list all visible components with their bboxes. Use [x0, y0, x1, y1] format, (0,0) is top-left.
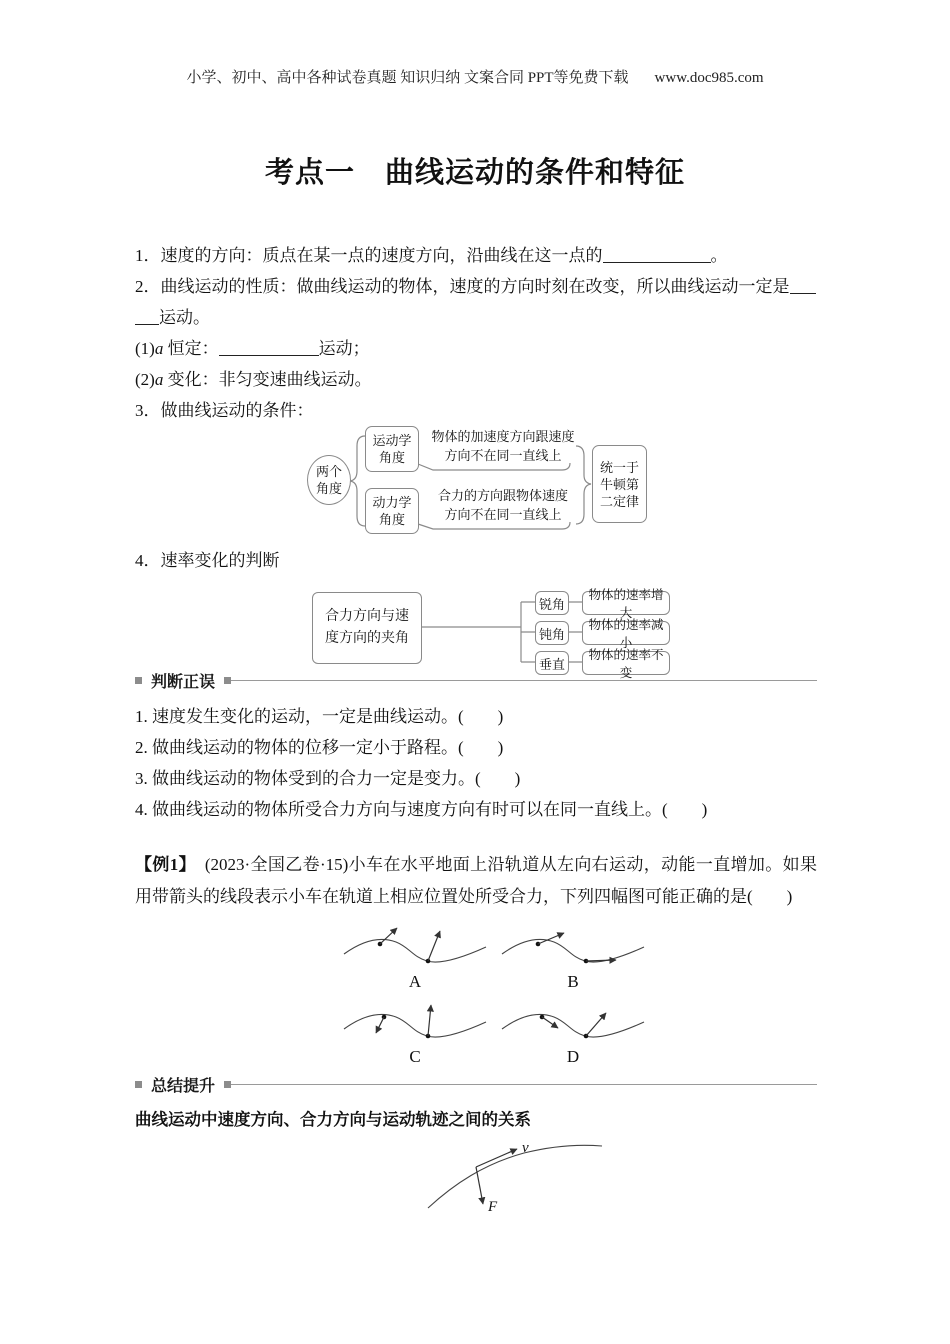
example-tag: 【例1】: [135, 855, 188, 874]
kinematic-angle-box: 运动学 角度: [365, 426, 419, 472]
knowledge-item-1: 1．速度的方向：质点在某一点的速度方向，沿曲线在这一点的 。: [135, 246, 728, 265]
trajectory-curve: [344, 1014, 486, 1037]
force-arrow: [586, 1013, 606, 1036]
option-label: A: [408, 972, 422, 991]
dynamic-condition-text: 合力的方向跟物体速度 方向不在同一直线上: [437, 488, 568, 522]
result-stub-lines: [567, 602, 582, 662]
kinematic-condition-text: 物体的加速度方向跟速度 方向不在同一直线上: [431, 429, 575, 463]
judge-section-header: [135, 672, 817, 691]
force-arrow: [376, 1017, 384, 1033]
option-label: D: [566, 1047, 580, 1066]
force-arrow: [428, 931, 440, 961]
newton-second-law-box: 统一于 牛顿第 二定律: [592, 445, 647, 523]
option-label: C: [409, 1047, 421, 1066]
square-bullet-icon: [135, 1081, 142, 1088]
angle-root-box: 合力方向与速 度方向的夹角: [312, 592, 422, 664]
judge-item-3: 3. 做曲线运动的物体受到的合力一定是变力。( ): [135, 769, 521, 788]
summary-figure: [420, 1138, 610, 1216]
knowledge-item-4: 4．速率变化的判断: [135, 551, 280, 570]
site-header: [0, 66, 950, 87]
branch-result-constant: 物体的速率不变: [582, 651, 670, 675]
knowledge-item-2-line1: 2．曲线运动的性质：做曲线运动的物体，速度的方向时刻在改变，所以曲线运动一定是: [135, 271, 825, 302]
knowledge-item-2b: (2)a 变化：非匀变速曲线运动。: [135, 370, 372, 389]
judge-item-4: 4. 做曲线运动的物体所受合力方向与速度方向有时可以在同一直线上。( ): [135, 800, 708, 819]
force-arrow: [476, 1167, 483, 1204]
knowledge-item-3: 3．做曲线运动的条件：: [135, 401, 314, 420]
branch-cond-perpendicular: 垂直: [535, 651, 569, 675]
judge-item-1: 1. 速度发生变化的运动，一定是曲线运动。( ): [135, 707, 504, 726]
force-arrow: [428, 1005, 431, 1036]
knowledge-item-2a: (1)a 恒定： 运动；: [135, 339, 370, 358]
velocity-label: v: [522, 1140, 529, 1156]
option-figure-C: [340, 997, 490, 1067]
trajectory-curve: [428, 1145, 602, 1208]
section-rule-line: [231, 1084, 817, 1085]
dynamic-angle-box: 动力学 角度: [365, 488, 419, 534]
knowledge-item-2-line2: 运动。: [135, 302, 825, 333]
velocity-force-figure: [420, 1138, 610, 1216]
force-arrow: [542, 1017, 558, 1028]
conditions-flowchart: [305, 424, 650, 542]
square-bullet-icon: [224, 677, 231, 684]
branch-result-increase: 物体的速率增大: [582, 591, 670, 615]
trajectory-figure: [498, 922, 648, 970]
fill-blank: [135, 308, 159, 325]
variable-a: a: [154, 339, 164, 358]
branch-cond-acute: 锐角: [535, 591, 569, 615]
branch-stub-lines: [521, 602, 535, 662]
knowledge-list: [135, 240, 825, 426]
section-rule-line: [231, 680, 817, 681]
summary-section-header: [135, 1076, 817, 1095]
trajectory-figure: [498, 997, 648, 1045]
example-1-paragraph: [135, 849, 817, 913]
header-slogan: 小学、初中、高中各种试卷真题 知识归纳 文案合同 PPT等免费下载: [186, 70, 629, 86]
trajectory-figure: [340, 997, 490, 1045]
fill-blank: [219, 339, 319, 356]
trajectory-curve: [344, 939, 486, 962]
force-label: F: [488, 1199, 498, 1215]
force-arrow: [586, 960, 616, 961]
judge-list: [135, 701, 825, 825]
square-bullet-icon: [224, 1081, 231, 1088]
left-brace: [350, 436, 365, 526]
option-figure-D: [498, 997, 648, 1067]
page-title: 考点一 曲线运动的条件和特征: [264, 157, 685, 189]
square-bullet-icon: [135, 677, 142, 684]
option-figure-B: [498, 922, 648, 992]
branch-result-decrease: 物体的速率减小: [582, 621, 670, 645]
fill-blank: [603, 246, 711, 263]
summary-section-title: 总结提升: [151, 1077, 216, 1095]
branch-cond-obtuse: 钝角: [535, 621, 569, 645]
velocity-arrow: [476, 1149, 517, 1167]
trajectory-figure: [340, 922, 490, 970]
option-label: B: [567, 972, 579, 991]
example-text: (2023·全国乙卷·15)小车在水平地面上沿轨道从左向右运动，动能一直增加。如果用带箭头的线段表示小车在轨道上相应位置处所受合力，下列四幅图可能正确的是( ): [135, 855, 818, 906]
force-arrow: [538, 933, 564, 944]
judge-section-title: 判断正误: [151, 673, 216, 691]
two-angles-node: 两个 角度: [307, 455, 351, 505]
trajectory-curve: [502, 1014, 644, 1037]
speed-change-flowchart: [310, 585, 672, 680]
trajectory-curve: [502, 939, 644, 962]
fill-blank: [790, 277, 816, 294]
option-figure-A: [340, 922, 490, 992]
summary-statement: 曲线运动中速度方向、合力方向与运动轨迹之间的关系: [135, 1111, 531, 1129]
variable-a: a: [154, 370, 164, 389]
site-url: www.doc985.com: [654, 70, 764, 86]
judge-item-2: 2. 做曲线运动的物体的位移一定小于路程。( ): [135, 738, 504, 757]
